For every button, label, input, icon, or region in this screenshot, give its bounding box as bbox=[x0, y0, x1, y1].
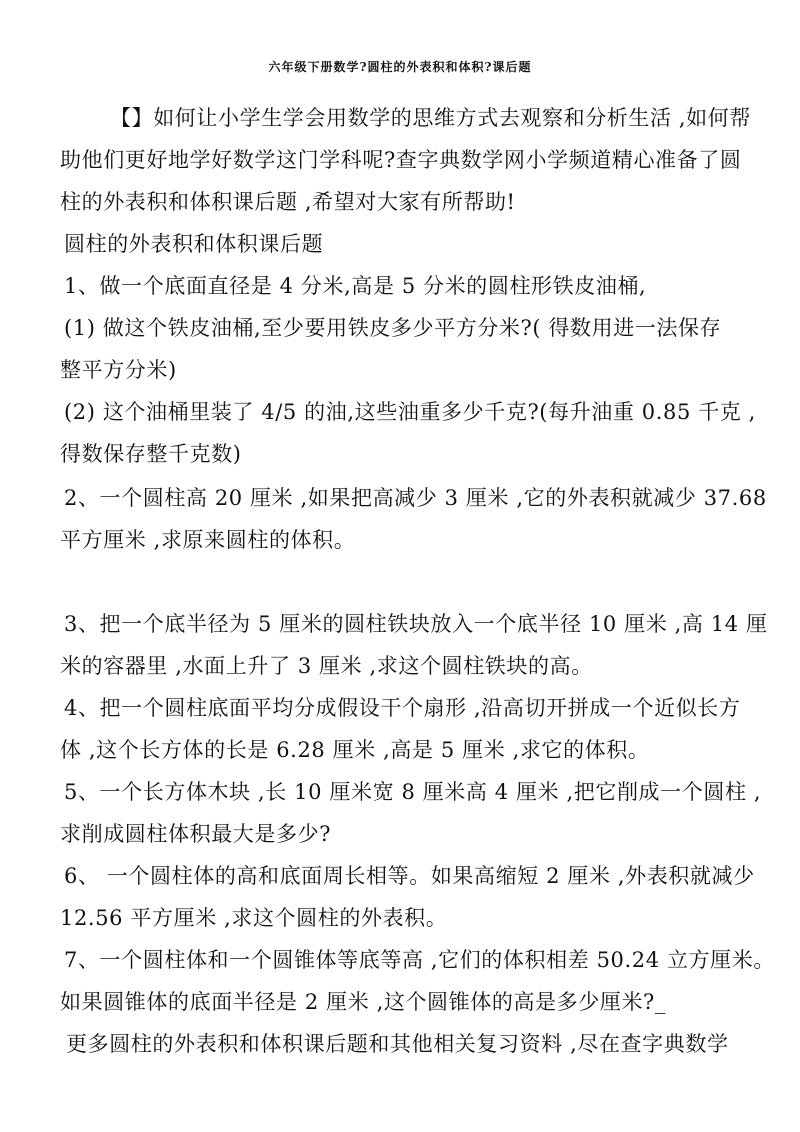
intro-line-2: 助他们更好地学好数学这门学科呢?查字典数学网小学频道精心准备了圆 bbox=[60, 148, 742, 172]
question-1-part-2: (2) 这个油桶里装了 4/5 的油,这些油重多少千克?(每升油重 0.85 千克 , bbox=[64, 400, 756, 424]
question-1-part-2-cont: 得数保存整千克数) bbox=[60, 442, 242, 466]
question-4: 4、把一个圆柱底面平均分成假设干个扇形 ,沿高切开拼成一个近似长方 bbox=[64, 696, 741, 720]
intro-line-3: 柱的外表积和体积课后题 ,希望对大家有所帮助! bbox=[60, 190, 516, 214]
question-1-part-1: (1) 做这个铁皮油桶,至少要用铁皮多少平方分米?( 得数用进一法保存 bbox=[64, 316, 722, 340]
question-5-cont: 求削成圆柱体积最大是多少? bbox=[60, 822, 332, 846]
question-7: 7、一个圆柱体和一个圆锥体等底等高 ,它们的体积相差 50.24 立方厘米。 bbox=[64, 948, 775, 972]
question-6: 6、 一个圆柱体的高和底面周长相等。如果高缩短 2 厘米 ,外表积就减少 bbox=[64, 864, 755, 888]
question-5: 5、一个长方体木块 ,长 10 厘米宽 8 厘米高 4 厘米 ,把它削成一个圆柱 , bbox=[64, 780, 762, 804]
question-2-cont: 平方厘米 ,求原来圆柱的体积。 bbox=[60, 528, 356, 552]
question-3-cont: 米的容器里 ,水面上升了 3 厘米 ,求这个圆柱铁块的高。 bbox=[60, 654, 593, 678]
question-4-cont: 体 ,这个长方体的长是 6.28 厘米 ,高是 5 厘米 ,求它的体积。 bbox=[60, 738, 650, 762]
question-7-cont: 如果圆锥体的底面半径是 2 厘米 ,这个圆锥体的高是多少厘米?_ bbox=[60, 990, 667, 1014]
closing-line: 更多圆柱的外表积和体积课后题和其他相关复习资料 ,尽在查字典数学 bbox=[66, 1032, 729, 1056]
question-3: 3、把一个底半径为 5 厘米的圆柱铁块放入一个底半径 10 厘米 ,高 14 厘 bbox=[64, 612, 768, 636]
question-1-part-1-cont: 整平方分米) bbox=[60, 358, 177, 382]
document-title: 六年级下册数学?圆柱的外表积和体积?课后题 bbox=[268, 60, 532, 74]
section-heading: 圆柱的外表积和体积课后题 bbox=[64, 232, 324, 256]
question-1: 1、做一个底面直径是 4 分米,高是 5 分米的圆柱形铁皮油桶, bbox=[64, 274, 647, 298]
question-6-cont: 12.56 平方厘米 ,求这个圆柱的外表积。 bbox=[60, 906, 448, 930]
intro-line-1: 【】如何让小学生学会用数学的思维方式去观察和分析生活 ,如何帮 bbox=[110, 106, 751, 130]
question-2: 2、一个圆柱高 20 厘米 ,如果把高减少 3 厘米 ,它的外表积就减少 37.68 bbox=[64, 486, 767, 510]
